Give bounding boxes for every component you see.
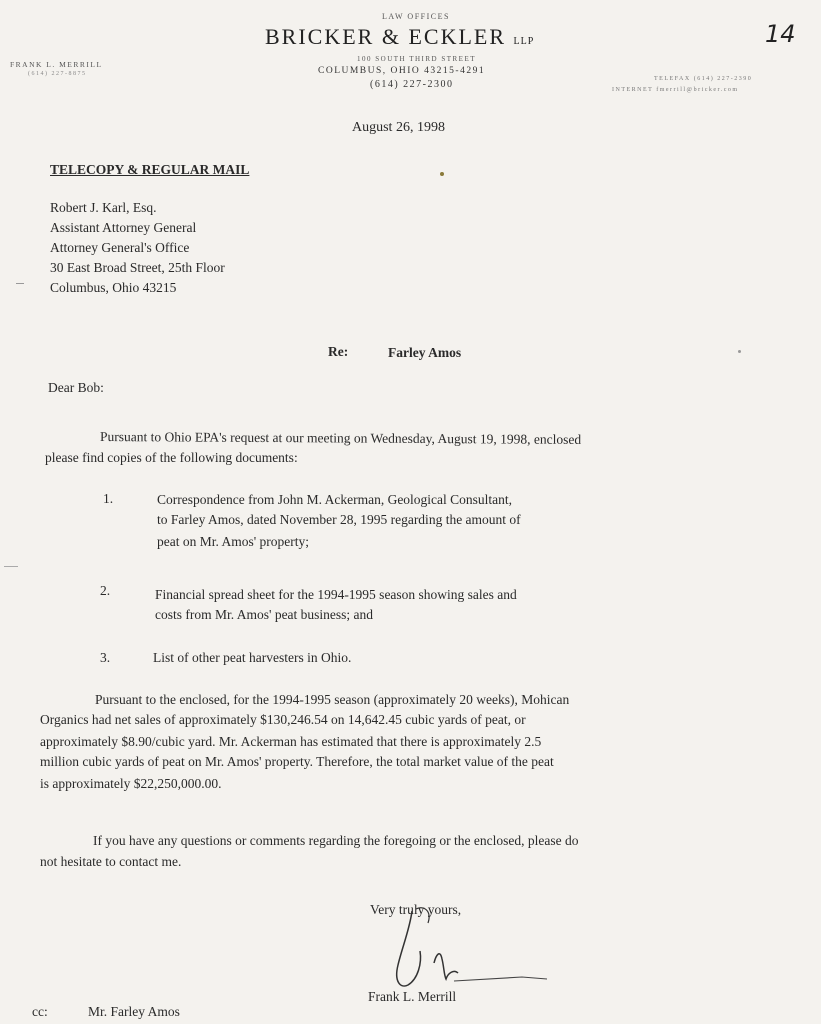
body-line: approximately $8.90/cubic yard. Mr. Ackerman has estimated that there is approximately 2.5	[40, 734, 542, 749]
closing-line: If you have any questions or comments regarding the foregoing or the enclosed, please do	[93, 833, 579, 848]
recipient-line: 30 East Broad Street, 25th Floor	[50, 260, 225, 275]
re-label: Re:	[328, 344, 349, 359]
page-number: 14	[765, 20, 796, 48]
cc-label: cc:	[32, 1004, 48, 1019]
body-line: is approximately $22,250,000.00.	[40, 776, 222, 791]
list-item-line: Financial spread sheet for the 1994-1995 season showing sales and	[155, 587, 517, 602]
scan-speck	[4, 566, 18, 567]
list-item-line: List of other peat harvesters in Ohio.	[153, 650, 352, 665]
firm-suffix: LLP	[513, 36, 535, 47]
letter-date: August 26, 1998	[352, 120, 445, 135]
list-number: 3.	[100, 650, 111, 665]
scan-speck	[738, 350, 741, 353]
firm-city: COLUMBUS, OHIO 43215-4291	[318, 66, 486, 76]
signature-icon	[372, 893, 552, 1003]
list-number: 1.	[103, 491, 114, 506]
signer-name: Frank L. Merrill	[368, 989, 457, 1004]
body-line: Pursuant to the enclosed, for the 1994-1995 season (approximately 20 weeks), Mohican	[95, 692, 570, 707]
recipient-block	[50, 201, 225, 301]
body-line: Organics had net sales of approximately $130,246.54 on 14,642.45 cubic yards of peat, or	[40, 712, 526, 727]
re-subject: Farley Amos	[388, 345, 462, 360]
firm-name	[265, 24, 534, 50]
attorney-name: FRANK L. MERRILL	[10, 60, 103, 69]
internet: INTERNET fmerrill@bricker.com	[612, 87, 739, 93]
intro-line: please find copies of the following documents:	[45, 450, 298, 465]
recipient-line: Attorney General's Office	[50, 240, 190, 255]
recipient-line: Columbus, Ohio 43215	[50, 280, 177, 295]
complimentary-close: Very truly yours,	[370, 902, 462, 917]
attorney-phone: (614) 227-8875	[28, 71, 87, 77]
law-offices-label: LAW OFFICES	[382, 12, 450, 21]
scan-speck	[16, 283, 24, 284]
list-number: 2.	[100, 583, 111, 598]
recipient-line: Assistant Attorney General	[50, 220, 197, 235]
cc-name: Mr. Farley Amos	[88, 1004, 180, 1019]
scan-speck	[440, 172, 444, 176]
firm-phone: (614) 227-2300	[370, 79, 454, 90]
salutation: Dear Bob:	[48, 380, 104, 395]
firm-street: 100 SOUTH THIRD STREET	[357, 55, 477, 63]
body-line: million cubic yards of peat on Mr. Amos' property. Therefore, the total market value of the peat	[40, 754, 554, 769]
list-item-line: to Farley Amos, dated November 28, 1995 regarding the amount of	[157, 512, 521, 527]
closing-line: not hesitate to contact me.	[40, 854, 182, 869]
list-item-line: costs from Mr. Amos' peat business; and	[155, 607, 374, 622]
delivery-method: TELECOPY & REGULAR MAIL	[50, 162, 250, 177]
list-item-line: Correspondence from John M. Ackerman, Geological Consultant,	[157, 492, 513, 507]
telefax: TELEFAX (614) 227-2390	[654, 76, 753, 82]
intro-line: Pursuant to Ohio EPA's request at our meeting on Wednesday, August 19, 1998, enclosed	[99, 429, 582, 447]
firm-name-text: BRICKER & ECKLER	[265, 24, 507, 49]
recipient-line: Robert J. Karl, Esq.	[50, 200, 157, 215]
list-item-line: peat on Mr. Amos' property;	[157, 534, 310, 549]
